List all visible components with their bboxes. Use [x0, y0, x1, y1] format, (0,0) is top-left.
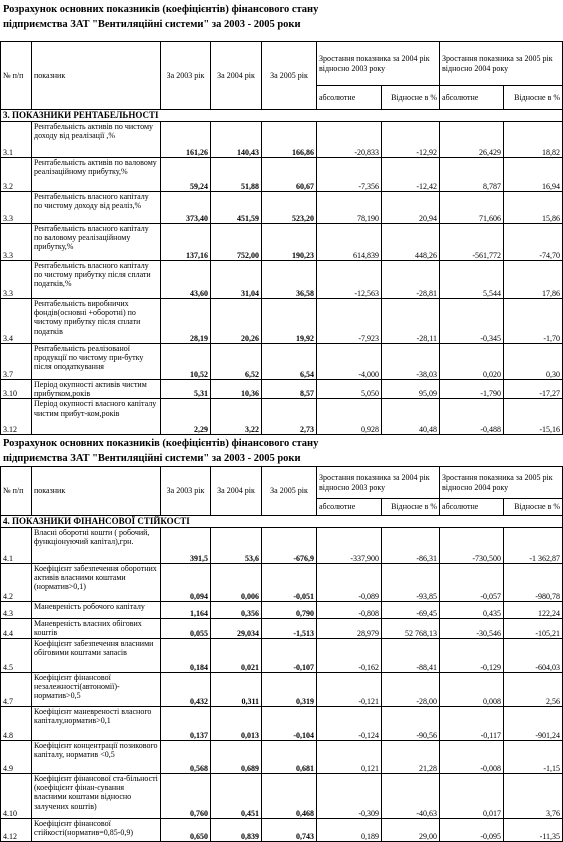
abs-change-2004: -0,309 [317, 774, 382, 819]
value-2005: 0,790 [262, 602, 317, 619]
indicator-name: Рентабельність активів по чистому доходу від реалізації ,% [32, 122, 161, 158]
abs-change-2005: 26,429 [440, 122, 504, 158]
table-row [1, 528, 563, 564]
row-number: 4.5 [1, 639, 32, 673]
block2-title-line1: Розрахунок основних показників (коефіцієнтів) фінансового стану [3, 438, 319, 449]
rel-change-2004: -28,00 [382, 673, 440, 707]
row-number: 3.12 [1, 399, 32, 435]
row-number: 4.7 [1, 673, 32, 707]
rel-change-2005: 16,94 [504, 158, 563, 192]
rel-change-2004: 448,26 [382, 224, 440, 261]
indicator-name: Коефіцієнт маневреності власного капіталу,норматив>0,1 [32, 707, 161, 741]
indicator-name: Рентабельність реалізованої продукції по чистому при-бутку після оподаткування [32, 344, 161, 380]
header-2005: За 2005 рік [262, 42, 317, 110]
abs-change-2004: -0,162 [317, 639, 382, 673]
row-number: 4.8 [1, 707, 32, 741]
rel-change-2004: 20,94 [382, 192, 440, 224]
value-2003: 1,164 [161, 602, 211, 619]
row-number: 4.2 [1, 564, 32, 602]
value-2005: 0,319 [262, 673, 317, 707]
row-number: 3.3 [1, 224, 32, 261]
abs-change-2004: 28,979 [317, 619, 382, 639]
row-number: 3.3 [1, 192, 32, 224]
value-2005: 6,54 [262, 344, 317, 380]
rel-change-2005: -1 362,87 [504, 528, 563, 564]
value-2003: 137,16 [161, 224, 211, 261]
rel-change-2005: 17,86 [504, 261, 563, 299]
row-number: 4.12 [1, 819, 32, 842]
row-number: 3.4 [1, 299, 32, 344]
block1-table [0, 41, 563, 435]
abs-change-2005: 0,020 [440, 344, 504, 380]
value-2005: 523,20 [262, 192, 317, 224]
abs-change-2004: -12,563 [317, 261, 382, 299]
value-2004: 0,839 [211, 819, 262, 842]
value-2005: 60,67 [262, 158, 317, 192]
value-2005: 0,681 [262, 741, 317, 774]
header-no: № п/п [1, 42, 32, 110]
table-row [1, 299, 563, 344]
indicator-name: Рентабельність власного капіталу по чистому прибутку після сплати податків,% [32, 261, 161, 299]
value-2004: 140,43 [211, 122, 262, 158]
rel-change-2005: -15,16 [504, 399, 563, 435]
value-2003: 59,24 [161, 158, 211, 192]
indicator-name: Період окупності активів чистим прибутком,років [32, 380, 161, 399]
table-row [1, 707, 563, 741]
abs-change-2004: 0,189 [317, 819, 382, 842]
rel-change-2005: -604,03 [504, 639, 563, 673]
abs-change-2005: 8,787 [440, 158, 504, 192]
block1-section-row [1, 110, 563, 122]
table-row [1, 380, 563, 399]
header-abs-2004: абсолютне [317, 499, 382, 516]
row-number: 4.3 [1, 602, 32, 619]
value-2003: 2,29 [161, 399, 211, 435]
table-row [1, 673, 563, 707]
abs-change-2005: 0,435 [440, 602, 504, 619]
indicator-name: Маневреність власних обігових коштів [32, 619, 161, 639]
abs-change-2005: -0,057 [440, 564, 504, 602]
value-2003: 0,760 [161, 774, 211, 819]
row-number: 4.9 [1, 741, 32, 774]
rel-change-2004: 40,48 [382, 399, 440, 435]
abs-change-2005: -0,129 [440, 639, 504, 673]
value-2005: -1,513 [262, 619, 317, 639]
row-number: 4.4 [1, 619, 32, 639]
value-2005: 8,57 [262, 380, 317, 399]
table-row [1, 224, 563, 261]
block2-header-row-1 [1, 467, 563, 499]
value-2003: 43,60 [161, 261, 211, 299]
abs-change-2004: 5,050 [317, 380, 382, 399]
value-2004: 0,689 [211, 741, 262, 774]
table-row [1, 564, 563, 602]
row-number: 4.10 [1, 774, 32, 819]
indicator-name: Коефіцієнт забезпечення власними обіговими коштами запасів [32, 639, 161, 673]
abs-change-2005: 5,544 [440, 261, 504, 299]
indicator-name: Рентабельність активів по валовому реалізаційному прибутку,% [32, 158, 161, 192]
rel-change-2005: -1,70 [504, 299, 563, 344]
value-2003: 0,055 [161, 619, 211, 639]
rel-change-2004: -86,31 [382, 528, 440, 564]
block2-table [0, 466, 563, 842]
indicator-name: Коефіцієнт забезпечення оборотних активів власними коштами (норматив>0,1) [32, 564, 161, 602]
value-2004: 3,22 [211, 399, 262, 435]
row-number: 3.7 [1, 344, 32, 380]
value-2004: 29,034 [211, 619, 262, 639]
abs-change-2005: -0,008 [440, 741, 504, 774]
abs-change-2004: -7,356 [317, 158, 382, 192]
value-2005: 166,86 [262, 122, 317, 158]
value-2005: -0,107 [262, 639, 317, 673]
value-2005: -0,104 [262, 707, 317, 741]
rel-change-2005: -901,24 [504, 707, 563, 741]
rel-change-2005: -105,21 [504, 619, 563, 639]
table-row [1, 741, 563, 774]
abs-change-2005: -561,772 [440, 224, 504, 261]
value-2003: 161,26 [161, 122, 211, 158]
abs-change-2004: -4,000 [317, 344, 382, 380]
indicator-name: Маневреність робочого капіталу [32, 602, 161, 619]
abs-change-2004: 0,928 [317, 399, 382, 435]
abs-change-2005: -0,117 [440, 707, 504, 741]
abs-change-2005: -730,500 [440, 528, 504, 564]
abs-change-2005: 71,606 [440, 192, 504, 224]
section-title: 3. ПОКАЗНИКИ РЕНТАБЕЛЬНОСТІ [1, 110, 563, 122]
rel-change-2004: -12,92 [382, 122, 440, 158]
abs-change-2005: -30,546 [440, 619, 504, 639]
rel-change-2004: 21,28 [382, 741, 440, 774]
indicator-name: Період окупності власного капіталу чистим прибут-ком,років [32, 399, 161, 435]
row-number: 3.1 [1, 122, 32, 158]
header-abs-2005: абсолютне [440, 86, 504, 110]
block1-title-line2: підприємства ЗАТ "Вентиляційні системи" за 2003 - 2005 роки [3, 19, 301, 30]
indicator-name: Коефіцієнт фінансової ста-більності (коефіцієнт фінан-сування власними коштами відносно залучених коштів) [32, 774, 161, 819]
indicator-name: Коефіцієнт фінансової стійкості(норматив=0,85-0,9) [32, 819, 161, 842]
table-row [1, 619, 563, 639]
indicator-name: Коефіцієнт концентрації позикового капіталу, норматив <0,5 [32, 741, 161, 774]
indicator-name: Рентабельність виробничих фондів(основні +оборотні) по чистому прибутку після сплати податків [32, 299, 161, 344]
rel-change-2004: 52 768,13 [382, 619, 440, 639]
value-2004: 0,311 [211, 673, 262, 707]
header-abs-2004: абсолютне [317, 86, 382, 110]
header-growth-2004: Зростання показника за 2004 рік відносно 2003 року [317, 467, 440, 499]
rel-change-2004: -12,42 [382, 158, 440, 192]
header-rel-2005: Відносне в % [504, 86, 563, 110]
table-row [1, 819, 563, 842]
value-2005: 36,58 [262, 261, 317, 299]
abs-change-2005: 0,008 [440, 673, 504, 707]
value-2004: 752,00 [211, 224, 262, 261]
abs-change-2005: -0,345 [440, 299, 504, 344]
rel-change-2004: 95,09 [382, 380, 440, 399]
section-title: 4. ПОКАЗНИКИ ФІНАНСОВОЇ СТІЙКОСТІ [1, 516, 563, 528]
header-2004: За 2004 рік [211, 467, 262, 516]
table-row [1, 399, 563, 435]
row-number: 3.10 [1, 380, 32, 399]
value-2005: 19,92 [262, 299, 317, 344]
rel-change-2004: -38,03 [382, 344, 440, 380]
value-2004: 0,006 [211, 564, 262, 602]
value-2004: 451,59 [211, 192, 262, 224]
value-2005: 0,468 [262, 774, 317, 819]
rel-change-2005: 0,30 [504, 344, 563, 380]
header-growth-2005: Зростання показника за 2005 рік відносно 2004 року [440, 42, 563, 86]
abs-change-2004: 0,121 [317, 741, 382, 774]
header-abs-2005: абсолютне [440, 499, 504, 516]
value-2003: 0,184 [161, 639, 211, 673]
abs-change-2004: -0,124 [317, 707, 382, 741]
abs-change-2004: 78,190 [317, 192, 382, 224]
value-2003: 0,432 [161, 673, 211, 707]
rel-change-2005: -74,70 [504, 224, 563, 261]
block1-header-row-1 [1, 42, 563, 86]
abs-change-2004: -0,808 [317, 602, 382, 619]
table-row [1, 639, 563, 673]
abs-change-2005: 0,017 [440, 774, 504, 819]
block1-title-line1: Розрахунок основних показників (коефіцієнтів) фінансового стану [3, 4, 319, 15]
value-2004: 31,04 [211, 261, 262, 299]
header-name: показник [32, 42, 161, 110]
value-2004: 51,88 [211, 158, 262, 192]
value-2004: 20,26 [211, 299, 262, 344]
rel-change-2005: 122,24 [504, 602, 563, 619]
value-2003: 0,094 [161, 564, 211, 602]
rel-change-2004: -69,45 [382, 602, 440, 619]
abs-change-2005: -1,790 [440, 380, 504, 399]
indicator-name: Коефіцієнт фінансової незалежності(автономії)-норматив>0,5 [32, 673, 161, 707]
header-2005: За 2005 рік [262, 467, 317, 516]
row-number: 4.1 [1, 528, 32, 564]
indicator-name: Рентабельність власного капіталу по чистому доходу від реаліз,% [32, 192, 161, 224]
value-2003: 0,568 [161, 741, 211, 774]
value-2004: 53,6 [211, 528, 262, 564]
value-2003: 0,650 [161, 819, 211, 842]
rel-change-2005: 15,86 [504, 192, 563, 224]
row-number: 3.2 [1, 158, 32, 192]
rel-change-2004: -40,63 [382, 774, 440, 819]
value-2004: 0,021 [211, 639, 262, 673]
value-2005: 2,73 [262, 399, 317, 435]
header-2004: За 2004 рік [211, 42, 262, 110]
abs-change-2004: -20,833 [317, 122, 382, 158]
rel-change-2005: -980,78 [504, 564, 563, 602]
rel-change-2005: -11,35 [504, 819, 563, 842]
value-2005: 0,743 [262, 819, 317, 842]
abs-change-2004: 614,839 [317, 224, 382, 261]
rel-change-2004: -90,56 [382, 707, 440, 741]
abs-change-2004: -7,923 [317, 299, 382, 344]
abs-change-2004: -0,121 [317, 673, 382, 707]
rel-change-2005: 2,56 [504, 673, 563, 707]
rel-change-2005: 3,76 [504, 774, 563, 819]
indicator-name: Власні оборотні кошти ( робочий, функціонуючий капітал),грн. [32, 528, 161, 564]
table-row [1, 158, 563, 192]
value-2003: 28,19 [161, 299, 211, 344]
header-2003: За 2003 рік [161, 42, 211, 110]
value-2003: 10,52 [161, 344, 211, 380]
indicator-name: Рентабельність власного капіталу по валовому реалізаційному прибутку,% [32, 224, 161, 261]
header-growth-2004: Зростання показника за 2004 рік відносно 2003 року [317, 42, 440, 86]
rel-change-2004: -28,11 [382, 299, 440, 344]
header-growth-2005: Зростання показника за 2005 рік відносно 2004 року [440, 467, 563, 499]
abs-change-2004: -0,089 [317, 564, 382, 602]
rel-change-2005: 18,82 [504, 122, 563, 158]
table-row [1, 122, 563, 158]
value-2003: 0,137 [161, 707, 211, 741]
value-2005: 190,23 [262, 224, 317, 261]
row-number: 3.3 [1, 261, 32, 299]
table-row [1, 602, 563, 619]
table-row [1, 344, 563, 380]
rel-change-2004: -28,81 [382, 261, 440, 299]
abs-change-2004: -337,900 [317, 528, 382, 564]
header-rel-2004: Відносне в % [382, 499, 440, 516]
block2-section-row [1, 516, 563, 528]
value-2005: -0,051 [262, 564, 317, 602]
header-no: № п/п [1, 467, 32, 516]
table-row [1, 192, 563, 224]
abs-change-2005: -0,095 [440, 819, 504, 842]
header-rel-2004: Відносне в % [382, 86, 440, 110]
header-name: показник [32, 467, 161, 516]
table-row [1, 774, 563, 819]
rel-change-2004: -93,85 [382, 564, 440, 602]
header-2003: За 2003 рік [161, 467, 211, 516]
value-2004: 6,52 [211, 344, 262, 380]
value-2004: 0,013 [211, 707, 262, 741]
header-rel-2005: Відносне в % [504, 499, 563, 516]
table-row [1, 261, 563, 299]
rel-change-2005: -1,15 [504, 741, 563, 774]
value-2003: 373,40 [161, 192, 211, 224]
value-2004: 0,356 [211, 602, 262, 619]
rel-change-2005: -17,27 [504, 380, 563, 399]
value-2003: 5,31 [161, 380, 211, 399]
abs-change-2005: -0,488 [440, 399, 504, 435]
rel-change-2004: -88,41 [382, 639, 440, 673]
rel-change-2004: 29,00 [382, 819, 440, 842]
value-2003: 391,5 [161, 528, 211, 564]
value-2004: 0,451 [211, 774, 262, 819]
block2-title-line2: підприємства ЗАТ "Вентиляційні системи" за 2003 - 2005 роки [3, 453, 301, 464]
value-2004: 10,36 [211, 380, 262, 399]
value-2005: -676,9 [262, 528, 317, 564]
